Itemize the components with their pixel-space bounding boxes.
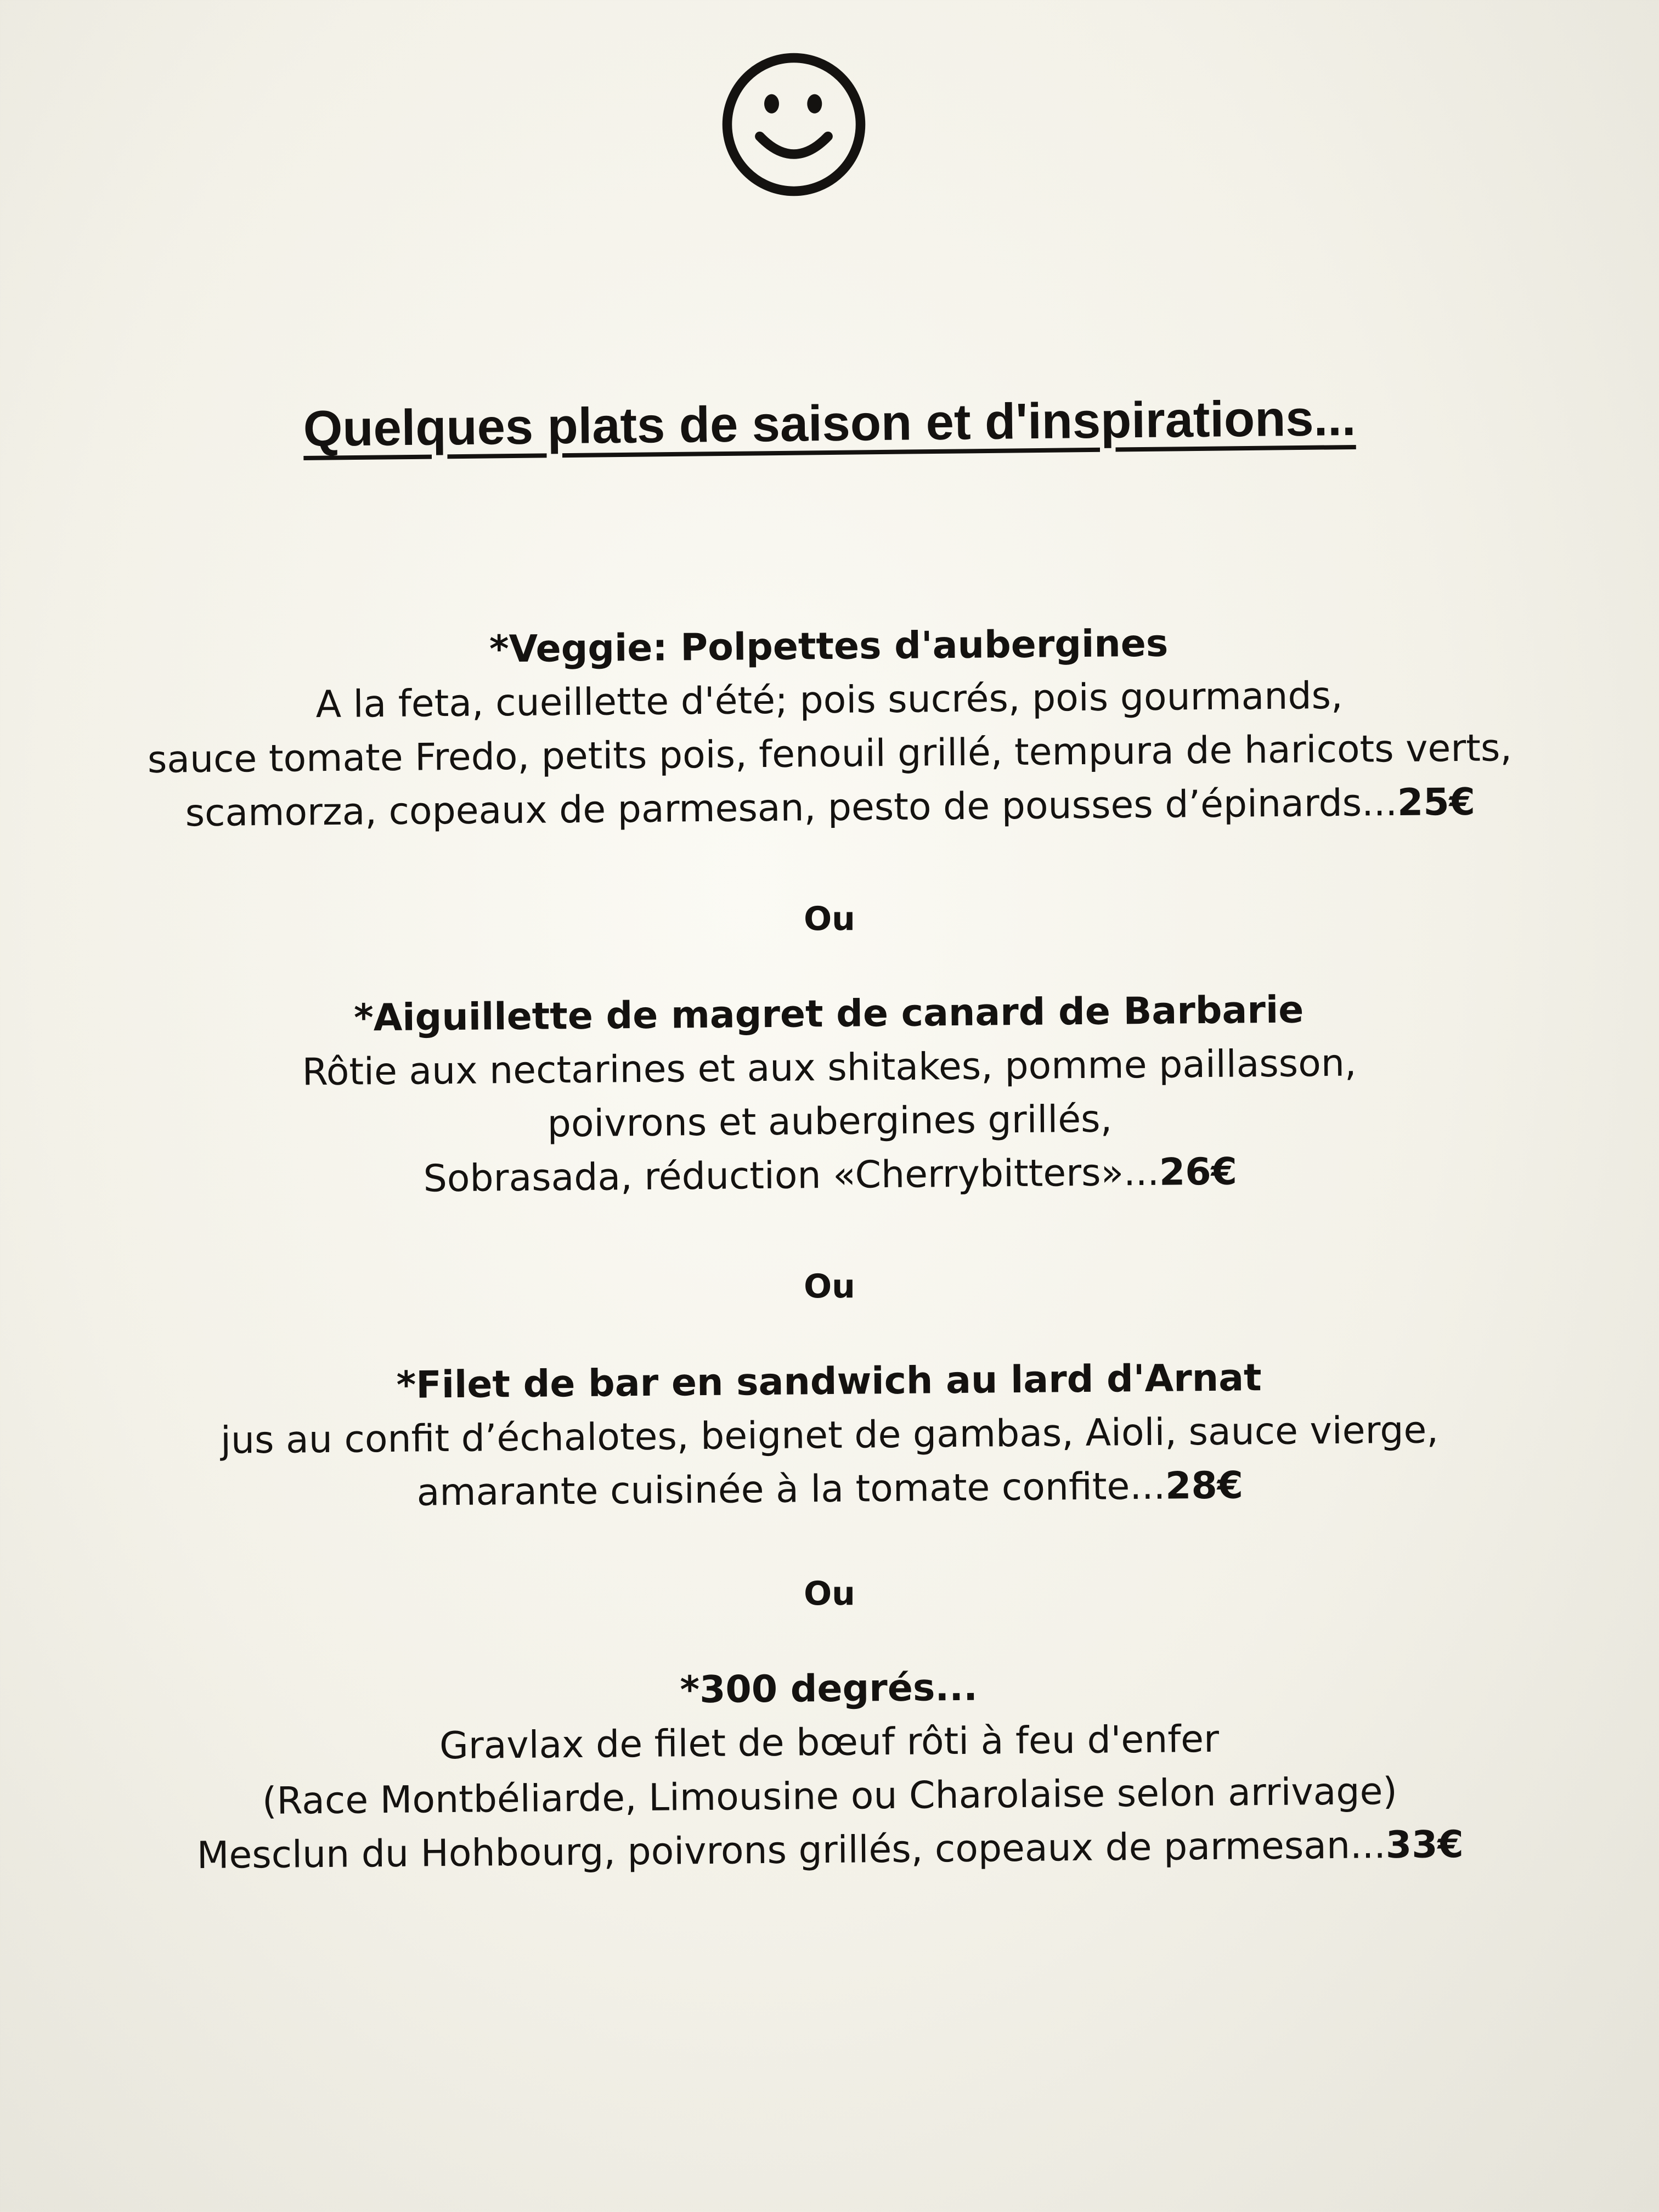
dish-description: jus au confit d’échalotes, beignet de gambas, Aioli, sauce vierge, <box>220 1408 1439 1463</box>
dish-price: 28€ <box>1165 1464 1244 1508</box>
dish-name: *Veggie: Polpettes d'aubergines <box>489 622 1169 672</box>
dish-description: amarante cuisinée à la tomate confite... <box>416 1464 1166 1515</box>
dish-price: 26€ <box>1159 1150 1238 1194</box>
dish-name: *Filet de bar en sandwich au lard d'Arnat <box>396 1356 1262 1407</box>
separator-ou: Ou <box>804 1267 855 1306</box>
smiley-face-icon <box>720 50 868 199</box>
dish-description: scamorza, copeaux de parmesan, pesto de pousses d’épinards... <box>185 781 1398 836</box>
dish-description: Sobrasada, réduction «Cherrybitters»... <box>423 1150 1160 1201</box>
dish-veggie <box>0 613 1659 842</box>
dish-price: 25€ <box>1397 780 1476 825</box>
dish-description: sauce tomate Fredo, petits pois, fenouil grillé, tempura de haricots verts, <box>147 726 1513 782</box>
page-title: Quelques plats de saison et d'inspirations... <box>303 390 1356 458</box>
show-through-block <box>0 198 1659 274</box>
dish-description: A la feta, cueillette d'été; pois sucrés, pois gourmands, <box>315 674 1343 727</box>
dish-description: Gravlax de filet de bœuf rôti à feu d'enfer <box>439 1717 1220 1768</box>
dish-canard <box>0 980 1659 1210</box>
dish-price: 33€ <box>1385 1822 1464 1867</box>
dish-description: poivrons et aubergines grillés, <box>547 1097 1113 1146</box>
dish-description: Mesclun du Hohbourg, poivrons grillés, copeaux de parmesan... <box>196 1824 1386 1878</box>
dish-description: Rôtie aux nectarines et aux shitakes, pomme paillasson, <box>302 1041 1357 1094</box>
dish-name: *Aiguillette de magret de canard de Barbarie <box>353 988 1304 1040</box>
separator-ou: Ou <box>804 1575 855 1613</box>
separator-ou: Ou <box>804 900 855 938</box>
dish-bar <box>0 1348 1659 1523</box>
dish-description: (Race Montbéliarde, Limousine ou Charolaise selon arrivage) <box>262 1769 1398 1824</box>
dish-name: *300 degrés... <box>680 1666 978 1712</box>
dish-300-degres <box>0 1655 1659 1884</box>
